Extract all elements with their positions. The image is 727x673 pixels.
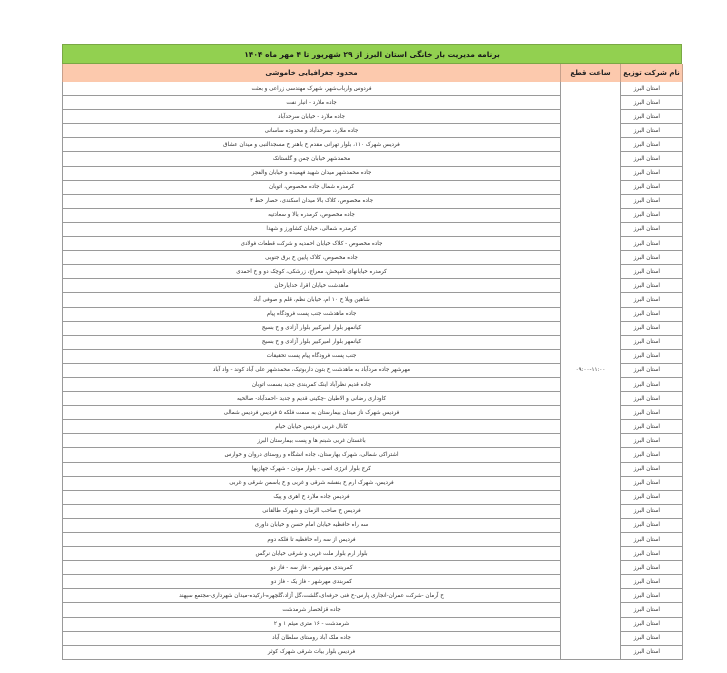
header-company: نام شرکت توزیع <box>621 64 683 82</box>
area-cell: کیانمهر بلوار امیرکبیر بلوار آزادی و خ بسیج <box>63 335 561 349</box>
company-cell: استان البرز <box>621 462 683 476</box>
area-cell: محمدشهر خیابان چمن و گلستانک <box>63 152 561 166</box>
area-cell: فردیس از سه راه حافظیه تا فلکه دوم <box>63 533 561 547</box>
company-cell: استان البرز <box>621 575 683 589</box>
company-cell: استان البرز <box>621 476 683 490</box>
table-body <box>63 82 683 659</box>
company-cell: استان البرز <box>621 490 683 504</box>
area-cell: فردوس وارباب‌شهر، شهرک مهندسی زراعی و بعثت <box>63 82 561 96</box>
company-cell: استان البرز <box>621 124 683 138</box>
area-cell: جاده ماهدشت جنب پست فرودگاه پیام <box>63 307 561 321</box>
area-cell: کیانمهر بلوار امیرکبیر بلوار آزادی و خ بسیج <box>63 321 561 335</box>
area-cell: باغستان غربی شبنم ها و پست بیمارستان البرز <box>63 434 561 448</box>
company-cell: استان البرز <box>621 208 683 222</box>
company-cell: استان البرز <box>621 533 683 547</box>
header-row <box>63 64 683 82</box>
company-cell: استان البرز <box>621 96 683 110</box>
area-cell: بلوار ارم بلوار ملت غربی و شرقی خیابان نرگس <box>63 547 561 561</box>
area-cell: جاده محمدشهر میدان شهید فهمیده و خیابان والفجر <box>63 166 561 180</box>
company-cell: استان البرز <box>621 180 683 194</box>
outage-schedule-table <box>62 64 683 660</box>
company-cell: استان البرز <box>621 110 683 124</box>
company-cell: استان البرز <box>621 321 683 335</box>
area-cell: سه راه حافظیه خیابان امام حسن و خیابان داوری <box>63 518 561 532</box>
company-cell: استان البرز <box>621 166 683 180</box>
company-cell: استان البرز <box>621 307 683 321</box>
company-cell: استان البرز <box>621 589 683 603</box>
company-cell: استان البرز <box>621 561 683 575</box>
company-cell: استان البرز <box>621 222 683 236</box>
area-cell: ماهدشت خیابان اقرا، خدایارخان <box>63 279 561 293</box>
header-area: محدود جغرافیایی خاموشی <box>63 64 561 82</box>
area-cell: فردیس بلوار بیات شرقی شهرک کوثر <box>63 645 561 659</box>
area-cell: کاوداری رضانی و الاطیان -چکینی قدیم و جدید -احمدآباد- صالحیه <box>63 392 561 406</box>
company-cell: استان البرز <box>621 293 683 307</box>
area-cell: جاده ملک آباد روستای سلطان آباد <box>63 631 561 645</box>
area-cell: جاده مخصوص، کرمدره بالا و سعادتیه <box>63 208 561 222</box>
area-cell: جاده قدیم نظرآباد اینک کمربندی جدید بسمت اتوبان <box>63 377 561 391</box>
company-cell: استان البرز <box>621 363 683 377</box>
company-cell: استان البرز <box>621 434 683 448</box>
area-cell: کانال غربی فردیس خیابان خیام <box>63 420 561 434</box>
company-cell: استان البرز <box>621 392 683 406</box>
company-cell: استان البرز <box>621 335 683 349</box>
area-cell: شاهین ویلا خ ۱۰ ام، خیابان نظم، قلم و صوفی آباد <box>63 293 561 307</box>
company-cell: استان البرز <box>621 420 683 434</box>
company-cell: استان البرز <box>621 194 683 208</box>
load-management-sheet <box>62 44 682 660</box>
area-cell: کرمدره خیابانهای تامپخش، معراج، زرشکی، کوچک دو و خ احمدی <box>63 265 561 279</box>
area-cell: جاده ملارد - انبار نفت <box>63 96 561 110</box>
area-cell: اشتراکی شمالی، شهرک بهارستان، جاده انشگاه و روستای دروان و خوارس <box>63 448 561 462</box>
company-cell: استان البرز <box>621 349 683 363</box>
sheet-title: برنامه مدیریت بار خانگی استان البرز از ۲۹ شهریور تا ۴ مهر ماه ۱۴۰۴ <box>62 44 682 64</box>
company-cell: استان البرز <box>621 152 683 166</box>
company-cell: استان البرز <box>621 406 683 420</box>
area-cell: فردیس شهرک ۱۱۰، بلوار تهرانی مقدم خ باهنر خ مسجدالنبی و میدان عشاق <box>63 138 561 152</box>
outage-time-cell: ۰۹:۰۰-۱۱:۰۰ <box>561 82 621 659</box>
area-cell: فردیس، شهرک ارم خ بنفشه شرقی و غربی و خ یاسمن شرقی و غربی <box>63 476 561 490</box>
company-cell: استان البرز <box>621 82 683 96</box>
company-cell: استان البرز <box>621 251 683 265</box>
company-cell: استان البرز <box>621 237 683 251</box>
area-cell: جاده ملارد - خیابان سرحدآباد <box>63 110 561 124</box>
area-cell: کرج بلوار انرژی اتمی - بلوار موذن - شهرک جهازیها <box>63 462 561 476</box>
company-cell: استان البرز <box>621 448 683 462</box>
company-cell: استان البرز <box>621 138 683 152</box>
table-row <box>63 82 683 96</box>
area-cell: کمربندی مهرشهر - فاز یک - فاز دو <box>63 575 561 589</box>
company-cell: استان البرز <box>621 603 683 617</box>
area-cell: شرمدشت - ۱۶ متری میثم ۱ و ۲ <box>63 617 561 631</box>
company-cell: استان البرز <box>621 504 683 518</box>
area-cell: جاده مخصوص، کلاک پایین خ برق جنوبی <box>63 251 561 265</box>
area-cell: جاده قزلحصار شرمدشت <box>63 603 561 617</box>
area-cell: فردیس خ صاحب الزمان و شهرک طالقانی <box>63 504 561 518</box>
area-cell: فردیس جاده ملارد خ اهری و پیک <box>63 490 561 504</box>
company-cell: استان البرز <box>621 645 683 659</box>
company-cell: استان البرز <box>621 631 683 645</box>
area-cell: کمربندی مهرشهر - فاز سه - فاز دو <box>63 561 561 575</box>
area-cell: فردیس شهرک ناز میدان بیمارستان به سمت فلکه ۵ فردیس فردیس شمالی <box>63 406 561 420</box>
company-cell: استان البرز <box>621 377 683 391</box>
area-cell: خ آرمان -شرکت عمران-انجاری پارس-خ فنی حرفه‌ای،گلشت،گل آزاد،گلچهره-ارکیده-میدان شهرداری-مجتمع سپهند <box>63 589 561 603</box>
area-cell: جاده مخصوص - کلاک خیابان احمدیه و شرکت قطعات فولادی <box>63 237 561 251</box>
company-cell: استان البرز <box>621 518 683 532</box>
area-cell: جاده مخصوص، کلاک بالا میدان اسکندی، حصار خط ۴ <box>63 194 561 208</box>
area-cell: کرمدره شمال جاده مخصوص، اتوبان <box>63 180 561 194</box>
header-time: ساعت قطع <box>561 64 621 82</box>
company-cell: استان البرز <box>621 265 683 279</box>
area-cell: کرمدره شمالی، خیابان کشاورز و شهدا <box>63 222 561 236</box>
company-cell: استان البرز <box>621 279 683 293</box>
area-cell: جاده ملارد، سرحدآباد و محدوده ساسانی <box>63 124 561 138</box>
company-cell: استان البرز <box>621 547 683 561</box>
area-cell: مهرشهر جاده مردآباد به ماهدشت خ بتون داربوتیک، محمدشهر علی آباد کوند - واد آباد <box>63 363 561 377</box>
company-cell: استان البرز <box>621 617 683 631</box>
area-cell: جنب پست فرودگاه پیام پست تحقیقات <box>63 349 561 363</box>
